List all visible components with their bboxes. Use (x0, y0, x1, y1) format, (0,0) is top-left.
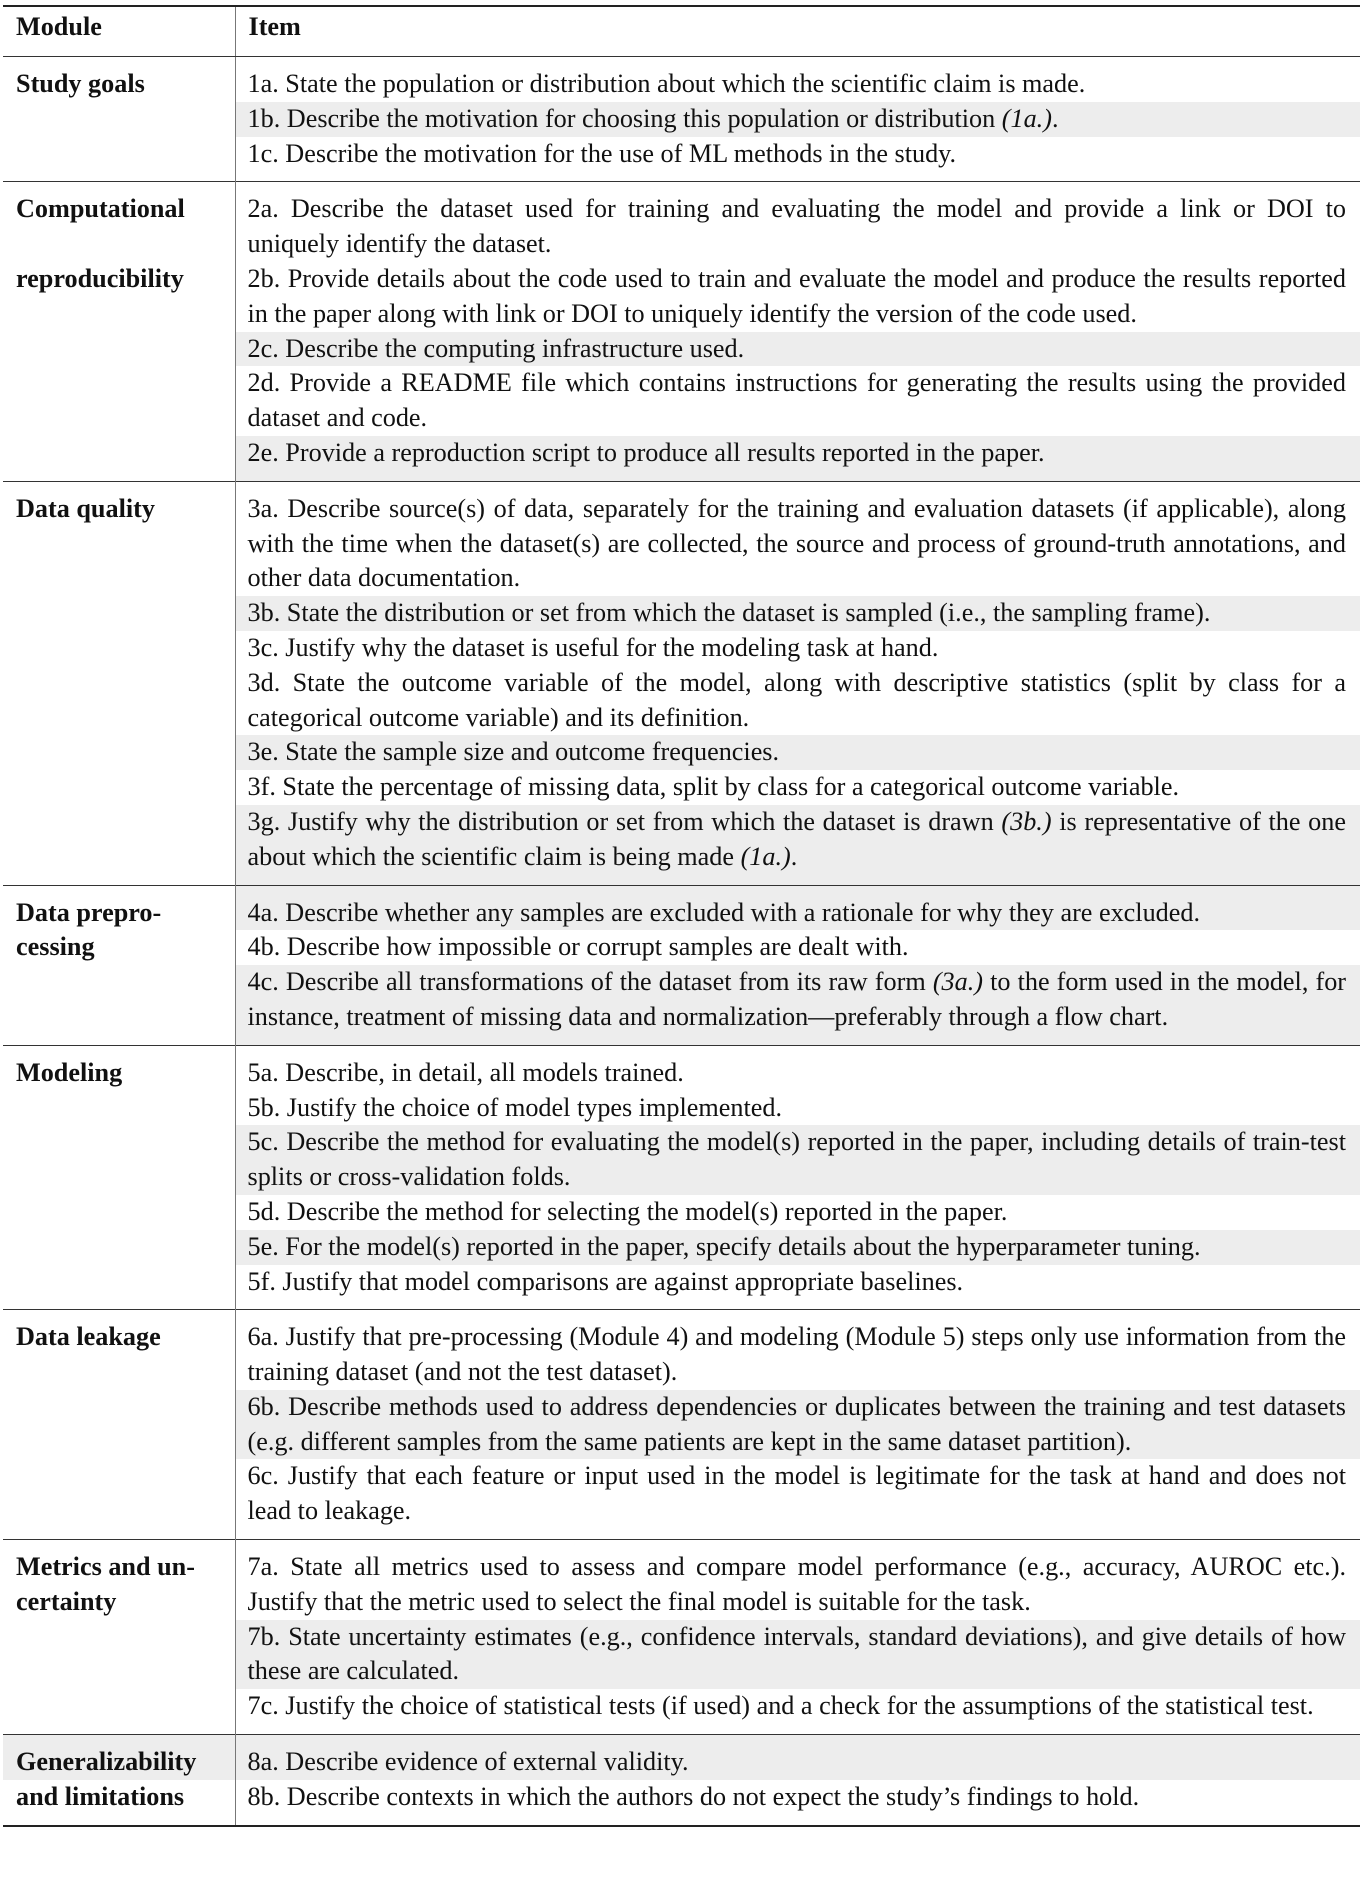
item-text-part: . (790, 841, 798, 871)
header-item: Item (235, 6, 1360, 57)
item-row (3, 1735, 1360, 1780)
item-row (3, 481, 1360, 596)
item-text-part: 3a. Describe source(s) of data, separately for the training and evaluation datasets (if applicable), along with the time when the dataset(s) are collected, the source and process of ground-truth annotations, and other data documentation. (247, 493, 1346, 593)
item-text (235, 631, 1360, 666)
module-name-line: certainty (16, 1586, 117, 1616)
module-group (3, 885, 1360, 1045)
item-text (235, 1125, 1360, 1195)
item-text-part: 5f. Justify that model comparisons are against appropriate baselines. (247, 1266, 964, 1296)
item-reference: (1a.) (740, 841, 791, 871)
item-text (235, 1390, 1360, 1460)
item-text (235, 930, 1360, 965)
item-text-part: 8b. Describe contexts in which the authors do not expect the study’s findings to hold. (247, 1781, 1140, 1811)
module-group (3, 182, 1360, 481)
module-name (3, 481, 235, 885)
item-text (235, 1045, 1360, 1090)
item-text (235, 332, 1360, 367)
item-text-part: 7c. Justify the choice of statistical tests (if used) and a check for the assumptions of the statistical test. (247, 1691, 1314, 1721)
module-name-line: Metrics and un- (16, 1552, 195, 1582)
header-row (3, 6, 1360, 57)
module-name (3, 1780, 235, 1826)
module-name-line: Data prepro- (16, 897, 162, 927)
item-text-part: 4c. Describe all transformations of the dataset from its raw form (247, 967, 933, 997)
item-text (235, 1735, 1360, 1780)
item-text (235, 1230, 1360, 1265)
item-text-part: 2c. Describe the computing infrastructure used. (247, 333, 745, 363)
item-row (3, 262, 1360, 332)
item-text (235, 1459, 1360, 1539)
item-text-part: 5d. Describe the method for selecting the model(s) reported in the paper. (247, 1196, 1008, 1226)
item-text (235, 770, 1360, 805)
item-text (235, 1091, 1360, 1126)
item-text (235, 885, 1360, 930)
item-text-part: 1c. Describe the motivation for the use of ML methods in the study. (247, 138, 957, 168)
item-text-part: 2a. Describe the dataset used for training and evaluating the model and provide a link or DOI to uniquely identify the dataset. (247, 194, 1346, 259)
module-group (3, 1045, 1360, 1310)
item-text-part: 3f. State the percentage of missing data, split by class for a categorical outcome variable. (247, 772, 1179, 802)
item-text (235, 666, 1360, 736)
module-name-line: cessing (16, 932, 95, 962)
item-row (3, 1310, 1360, 1390)
item-text-part: 6a. Justify that pre-processing (Module 4) and modeling (Module 5) steps only use information from the training dataset (and not the test dataset). (247, 1322, 1346, 1387)
module-name (3, 1735, 235, 1780)
item-text-part: 7a. State all metrics used to assess and compare model performance (e.g., accuracy, AUROC etc.). Justify that the metric used to select the final model is suitable for the task. (247, 1552, 1346, 1616)
module-name (3, 1310, 235, 1540)
item-text-part: 2e. Provide a reproduction script to produce all results reported in the paper. (247, 437, 1045, 467)
item-text (235, 436, 1360, 481)
item-text-part: . (1051, 103, 1059, 133)
module-name-line: and limitations (16, 1781, 185, 1811)
item-text (235, 182, 1360, 262)
item-text (235, 1540, 1360, 1620)
item-text-part: 6b. Describe methods used to address dependencies or duplicates between the training and test datasets (e.g. different samples from the same patients are kept in the same dataset partition). (247, 1391, 1346, 1456)
item-text (235, 102, 1360, 137)
item-row (3, 1780, 1360, 1826)
module-group (3, 57, 1360, 182)
item-row (3, 182, 1360, 262)
module-name (3, 57, 235, 182)
item-text (235, 1689, 1360, 1734)
item-text-part: 4a. Describe whether any samples are excluded with a rationale for why they are excluded. (247, 897, 1201, 927)
item-text-part: 1b. Describe the motivation for choosing this population or distribution (247, 103, 1002, 133)
item-text (235, 805, 1360, 885)
item-text-part: 3c. Justify why the dataset is useful for the modeling task at hand. (247, 632, 939, 662)
module-group (3, 1310, 1360, 1540)
item-text-part: 3b. State the distribution or set from which the dataset is sampled (i.e., the sampling frame). (247, 598, 1211, 628)
item-text-part: 2b. Provide details about the code used to train and evaluate the model and produce the results reported in the paper along with link or DOI to uniquely identify the version of the code used. (247, 263, 1346, 328)
item-text (235, 262, 1360, 332)
item-row (3, 885, 1360, 930)
item-text-part: 5e. For the model(s) reported in the paper, specify details about the hyperparameter tuning. (247, 1231, 1201, 1261)
item-text (235, 1195, 1360, 1230)
module-name: Computational (3, 182, 235, 262)
item-text-part: 3d. State the outcome variable of the model, along with descriptive statistics (split by class for a categorical outcome variable) and its definition. (247, 667, 1346, 732)
item-text-part: 8a. Describe evidence of external validity. (247, 1747, 689, 1777)
module-name (3, 1045, 235, 1310)
module-name (3, 885, 235, 1045)
module-name-line: Study goals (16, 69, 145, 98)
module-name-line: Data leakage (16, 1322, 161, 1352)
item-text (235, 965, 1360, 1045)
item-text-part: 5c. Describe the method for evaluating the model(s) reported in the paper, including details of train-test splits or cross-validation folds. (247, 1127, 1346, 1192)
module-name: reproducibility (3, 262, 235, 481)
module-group (3, 1735, 1360, 1826)
item-text (235, 1780, 1360, 1826)
item-text (235, 366, 1360, 436)
item-text (235, 1265, 1360, 1310)
header-module: Module (3, 6, 235, 57)
item-text-part: is representative of the one about which the scientific claim is being made (247, 806, 1346, 871)
item-row (3, 1045, 1360, 1090)
item-text (235, 137, 1360, 182)
item-row (3, 1540, 1360, 1620)
item-reference: (3a.) (932, 967, 984, 997)
module-name-line: Generalizability (16, 1747, 197, 1777)
item-text-part: to the form used in the model, for instance, treatment of missing data and normalization—preferably through a flow chart. (247, 967, 1347, 1031)
item-row (3, 57, 1360, 102)
checklist-table (3, 5, 1360, 1827)
item-text (235, 596, 1360, 631)
item-text-part: 7b. State uncertainty estimates (e.g., confidence intervals, standard deviations), and give details of how these are calculated. (247, 1621, 1346, 1686)
module-group (3, 1540, 1360, 1735)
module-group (3, 481, 1360, 885)
item-text-part: 1a. State the population or distribution about which the scientific claim is made. (247, 69, 1086, 98)
item-text-part: 6c. Justify that each feature or input used in the model is legitimate for the task at hand and does not lead to leakage. (247, 1461, 1346, 1526)
item-text (235, 481, 1360, 596)
item-text-part: 5a. Describe, in detail, all models trained. (247, 1057, 684, 1087)
item-text-part: 3g. Justify why the distribution or set from which the dataset is drawn (247, 806, 1002, 836)
item-text-part: 4b. Describe how impossible or corrupt samples are dealt with. (247, 932, 909, 962)
item-text (235, 1310, 1360, 1390)
item-text-part: 2d. Provide a README file which contains instructions for generating the results using the provided dataset and code. (247, 368, 1346, 433)
module-name-line: Modeling (16, 1057, 123, 1087)
module-name-line: Data quality (16, 493, 155, 523)
item-text (235, 735, 1360, 770)
item-text (235, 1620, 1360, 1690)
item-text-part: 5b. Justify the choice of model types implemented. (247, 1092, 783, 1122)
module-name (3, 1540, 235, 1735)
item-reference: (1a.) (1001, 103, 1052, 133)
item-reference: (3b.) (1001, 806, 1052, 836)
item-text (235, 57, 1360, 102)
item-text-part: 3e. State the sample size and outcome frequencies. (247, 737, 780, 767)
